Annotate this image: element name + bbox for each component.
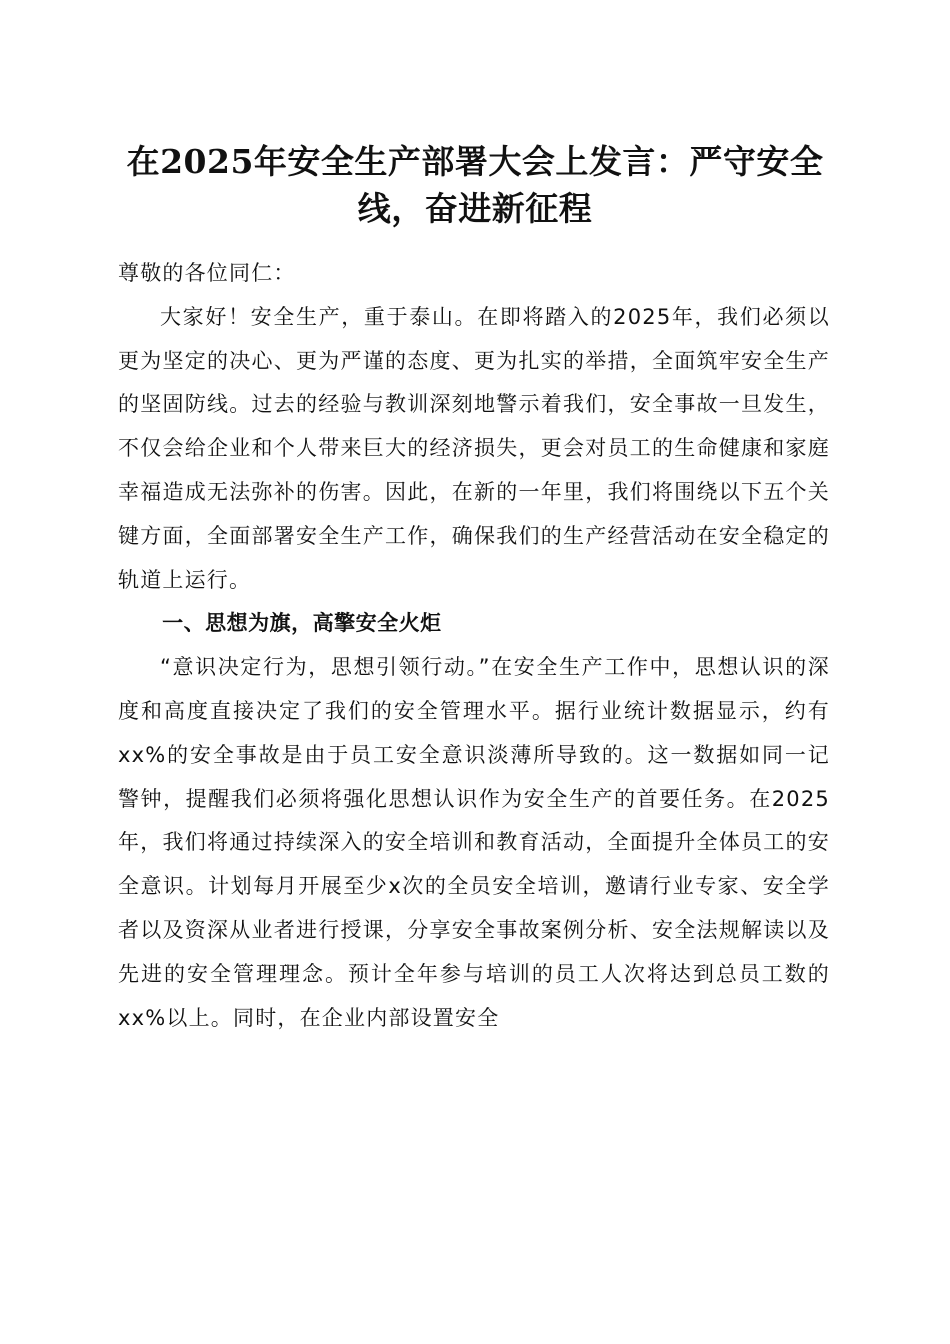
salutation: 尊敬的各位同仁： xyxy=(118,261,296,285)
intro-paragraph: 大家好！安全生产，重于泰山。在即将踏入的2025年，我们必须以更为坚定的决心、更为严谨的态度、更为扎实的举措，全面筑牢安全生产的坚固防线。过去的经验与教训深刻地警示着我们，安全事故一旦发生，不仅会给企业和个人带来巨大的经济损失，更会对员工的生命健康和家庭幸福造成无法弥补的伤害。因此，在新的一年里，我们将围绕以下五个关键方面，全面部署安全生产工作，确保我们的生产经营活动在安全稳定的轨道上运行。 xyxy=(118,304,830,592)
section-1-paragraph: “意识决定行为，思想引领行动。”在安全生产工作中，思想认识的深度和高度直接决定了我们的安全管理水平。据行业统计数据显示，约有xx%的安全事故是由于员工安全意识淡薄所导致的。这一数据如同一记警钟，提醒我们必须将强化思想认识作为安全生产的首要任务。在2025年，我们将通过持续深入的安全培训和教育活动，全面提升全体员工的安全意识。计划每月开展至少x次的全员安全培训，邀请行业专家、安全学者以及资深从业者进行授课，分享安全事故案例分析、安全法规解读以及先进的安全管理理念。预计全年参与培训的员工人次将达到总员工数的xx%以上。同时，在企业内部设置安全 xyxy=(118,655,830,1030)
section-1-heading: 一、思想为旗，高擎安全火炬 xyxy=(162,611,442,636)
document-body xyxy=(118,250,830,1040)
document-title: 在2025年安全生产部署大会上发言：严守安全线，奋进新征程 xyxy=(126,142,824,228)
